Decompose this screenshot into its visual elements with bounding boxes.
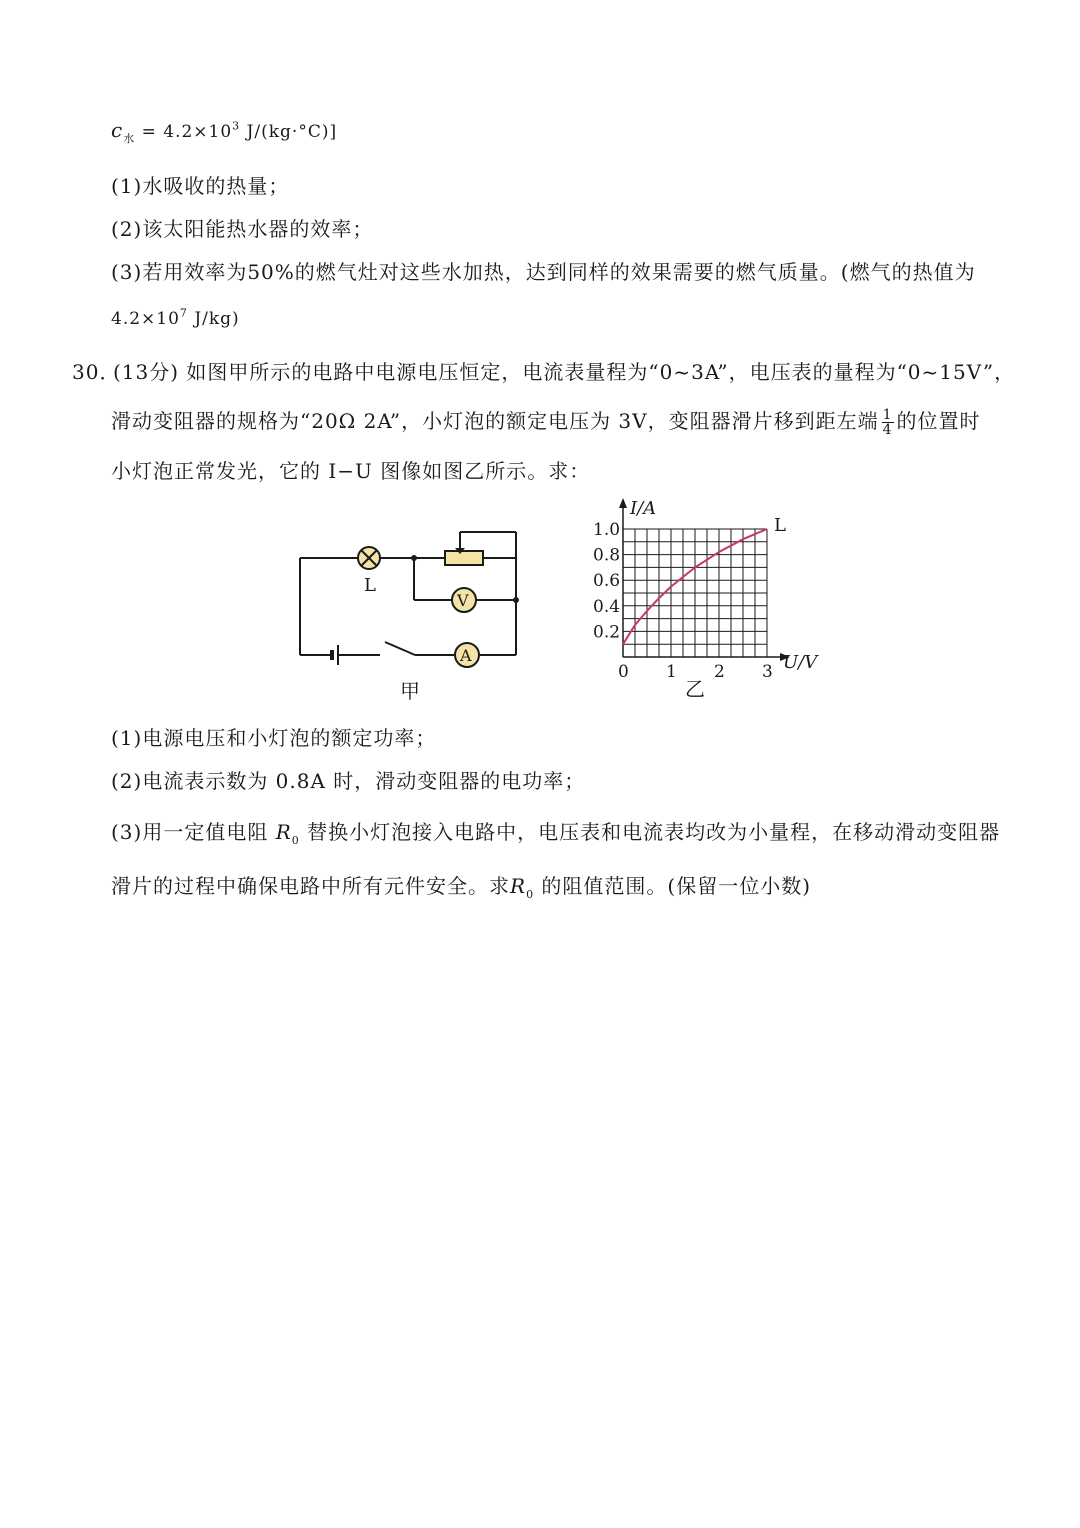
voltmeter-icon	[452, 588, 476, 612]
figure-jia-caption: 甲	[400, 679, 420, 703]
r0-symbol: R	[510, 874, 527, 898]
x-tick-label: 2	[714, 662, 725, 682]
prev-subquestion-1: (1)水吸收的热量；	[111, 174, 290, 198]
x-tick-label: 0	[618, 662, 629, 682]
curve-label: L	[774, 515, 786, 536]
x-axis-label: U/V	[783, 652, 818, 673]
c-unit: J/(kg·°C)]	[240, 122, 338, 142]
c-subscript: 水	[123, 132, 136, 145]
c-value: = 4.2×10	[135, 122, 233, 142]
graph-grid	[623, 529, 767, 657]
y-tick-label: 0.8	[593, 545, 621, 566]
r0-subscript: 0	[526, 888, 535, 901]
q4-text-a: 滑片的过程中确保电路中所有元件安全。求	[111, 874, 510, 898]
q4-text-b: 的阻值范围。(保留一位小数)	[541, 874, 812, 898]
y-tick-label: 0.4	[593, 596, 621, 617]
q3-text-a: (3)用一定值电阻	[111, 820, 269, 844]
r0-subscript: 0	[291, 834, 300, 847]
one-quarter-fraction	[882, 408, 894, 437]
y-tick-label: 0.6	[593, 571, 621, 592]
x-tick-label: 3	[762, 662, 773, 682]
q3-text-b: 替换小灯泡接入电路中，电压表和电流表均改为小量程，在移动滑动变阻器	[307, 820, 1001, 844]
svg-text:V: V	[457, 591, 469, 610]
line-2-tail: 的位置时	[896, 409, 981, 433]
fraction-numerator: 1	[882, 407, 893, 423]
q30-subquestion-3-cont	[111, 870, 811, 901]
q30-subquestion-3	[111, 816, 1000, 847]
svg-text:A: A	[460, 646, 472, 665]
prev-subquestion-3: (3)若用效率为50%的燃气灶对这些水加热，达到同样的效果需要的燃气质量。(燃气的热值为	[111, 260, 976, 284]
prev-subquestion-2: (2)该太阳能热水器的效率；	[111, 217, 374, 241]
line-2-text: 滑动变阻器的规格为“20Ω 2A”，小灯泡的额定电压为 3V，变阻器滑片移到距左端	[111, 409, 879, 433]
question-30-line-3: 小灯泡正常发光，它的 I−U 图像如图乙所示。求：	[111, 459, 591, 483]
junction-dot	[411, 555, 417, 561]
q30-subquestion-2: (2)电流表示数为 0.8A 时，滑动变阻器的电功率；	[111, 769, 586, 793]
c-exponent: 3	[232, 119, 241, 133]
circuit-diagram	[290, 520, 530, 705]
junction-dot	[513, 597, 519, 603]
lamp-label: L	[364, 575, 376, 596]
rheostat	[445, 551, 483, 565]
heat-value-base: 4.2×10	[111, 309, 180, 329]
fraction-denominator: 4	[882, 422, 893, 438]
prev-subquestion-3-tail	[111, 305, 240, 329]
ammeter-icon	[455, 643, 479, 667]
r0-symbol: R	[275, 820, 292, 844]
question-number: 30．	[72, 360, 121, 384]
c-symbol: c	[111, 118, 124, 142]
figure-yi-caption: 乙	[685, 677, 705, 701]
y-tick-label: 0.2	[593, 622, 621, 643]
heat-value-exponent: 7	[179, 306, 188, 320]
question-30-line-1: (13分) 如图甲所示的电路中电源电压恒定，电流表量程为“0~3A”，电压表的量程为“0~15V”，	[113, 360, 1016, 384]
graph-axes	[619, 498, 790, 661]
given-specific-heat	[111, 118, 337, 146]
q30-subquestion-1: (1)电源电压和小灯泡的额定功率；	[111, 726, 437, 750]
heat-value-unit: J/kg)	[187, 309, 240, 329]
iu-graph	[580, 492, 840, 707]
x-tick-label: 1	[666, 662, 677, 682]
y-axis-label: I/A	[630, 498, 657, 519]
question-30-line-2	[111, 405, 981, 437]
y-axis-arrow	[619, 498, 627, 508]
y-tick-label: 1.0	[593, 520, 621, 540]
lamp-icon	[358, 547, 380, 569]
